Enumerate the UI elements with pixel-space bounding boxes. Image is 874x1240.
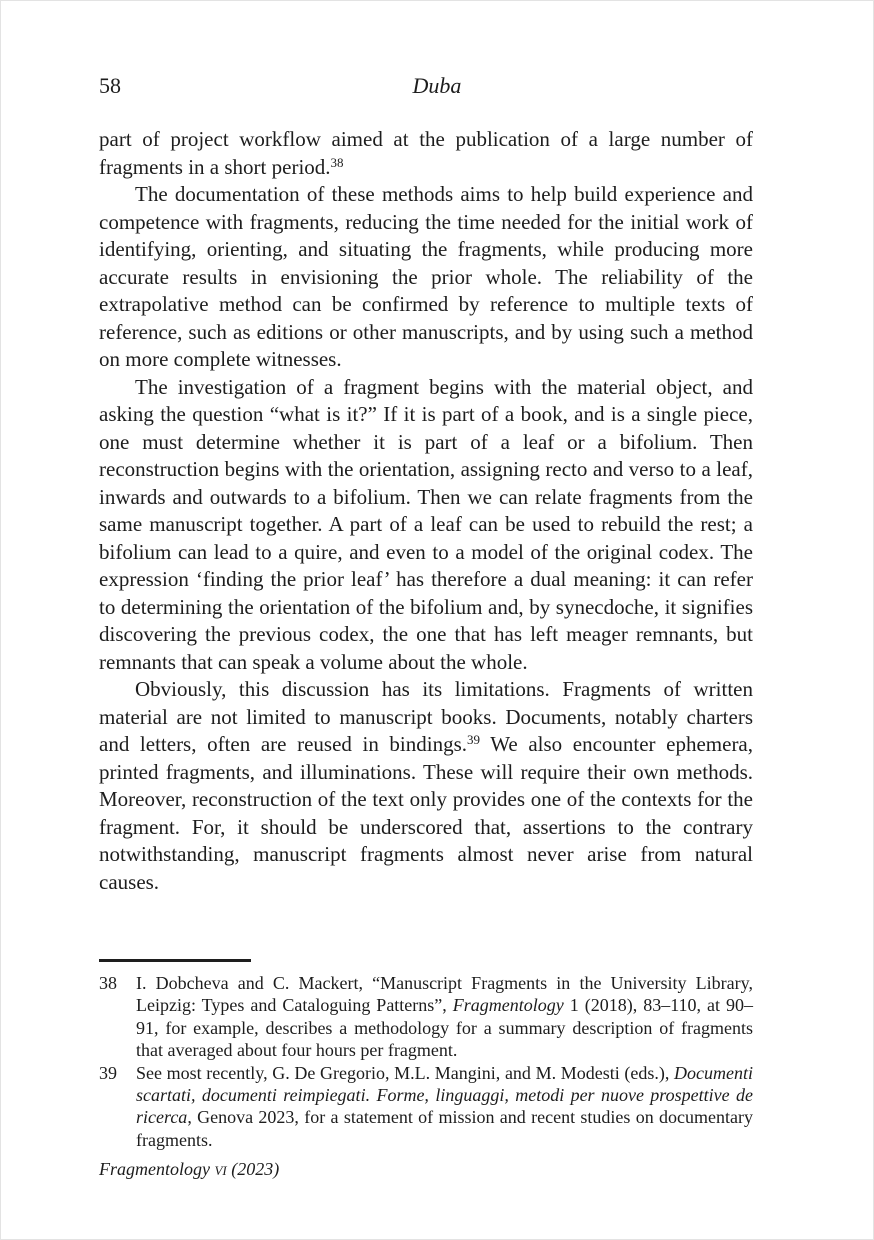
paragraph	[99, 181, 753, 374]
footnote-ref-38: 38	[330, 154, 344, 170]
paragraph-text: We also encounter ephemera, printed fragments, and illuminations. These will require their own methods. Moreover, reconstruction of the text only provides one of the contexts for the fragment. For, it should be underscored that, assertions to the contrary notwithstanding, manuscript fragments almost never arise from natural causes.	[99, 732, 754, 894]
footnote-italic-title: Fragmentology	[452, 995, 564, 1016]
year: (2023)	[226, 1159, 280, 1179]
footnote-italic-title: Documenti scartati, documenti reimpiegati. Forme, linguaggi, metodi per nuove prospettive de ricerca	[136, 1062, 753, 1128]
body-text-column	[99, 126, 753, 896]
journal-name: Fragmentology	[99, 1159, 215, 1179]
paragraph-text: Obviously, this discussion has its limitations. Fragments of written material are not limited to manuscript books. Documents, notably charters and letters, often are reused in bindings.	[99, 677, 753, 756]
page-number: 58	[99, 73, 121, 98]
paragraph-continuation	[99, 126, 753, 181]
running-header	[1, 72, 873, 100]
running-title-author: Duba	[412, 73, 462, 98]
footnote-text: I. Dobcheva and C. Mackert, “Manuscript Fragments in the University Library, Leipzig: Types and Cataloguing Patterns”,	[136, 973, 753, 1016]
footnote-text: 1 (2018), 83–110, at 90–91, for example, describes a methodology for a summary description of fragments that averaged about four hours per fragment.	[136, 995, 754, 1061]
footnote-38	[99, 972, 753, 1062]
paragraph	[99, 676, 753, 896]
paragraph	[99, 374, 753, 677]
footnote-text: , Genova 2023, for a statement of mission and recent studies on documentary fragments.	[136, 1107, 753, 1150]
journal-footer	[99, 1157, 279, 1181]
paragraph-text: The documentation of these methods aims to help build experience and competence with fragments, reducing the time needed for the initial work of identifying, orienting, and situating the fragments, while producing more accurate results in envisioning the prior whole. The reliability of the extrapolative method can be confirmed by reference to multiple texts of reference, such as editions or other manuscripts, and by using such a method on more complete witnesses.	[99, 182, 753, 371]
footnote-ref-39: 39	[467, 732, 481, 747]
footnote-text: See most recently, G. De Gregorio, M.L. Mangini, and M. Modesti (eds.),	[136, 1062, 675, 1083]
paragraph-text: The investigation of a fragment begins with the material object, and asking the question “what is it?” If it is part of a book, and is a single piece, one must determine whether it is part of a leaf or a bifolium. Then reconstruction begins with the orientation, assigning recto and verso to a leaf, inwards and outwards to a bifolium. Then we can relate fragments from the same manuscript together. A part of a leaf can be used to rebuild the rest; a bifolium can lead to a quire, and even to a model of the original codex. The expression ‘finding the prior leaf’ has therefore a dual meaning: it can refer to determining the orientation of the bifolium and, by synecdoche, it signifies discovering the previous codex, the one that has left meager remnants, but remnants that can speak a volume about the whole.	[99, 374, 753, 674]
footnote-number: 38	[99, 973, 117, 993]
footnote-39	[99, 1062, 753, 1152]
footnotes-section	[99, 959, 753, 1151]
footnote-separator-rule	[99, 959, 251, 962]
volume-numeral: vi	[214, 1159, 227, 1179]
paragraph-text: part of project workflow aimed at the publication of a large number of fragments in a short period.	[99, 127, 753, 179]
footnote-number: 39	[99, 1062, 117, 1083]
